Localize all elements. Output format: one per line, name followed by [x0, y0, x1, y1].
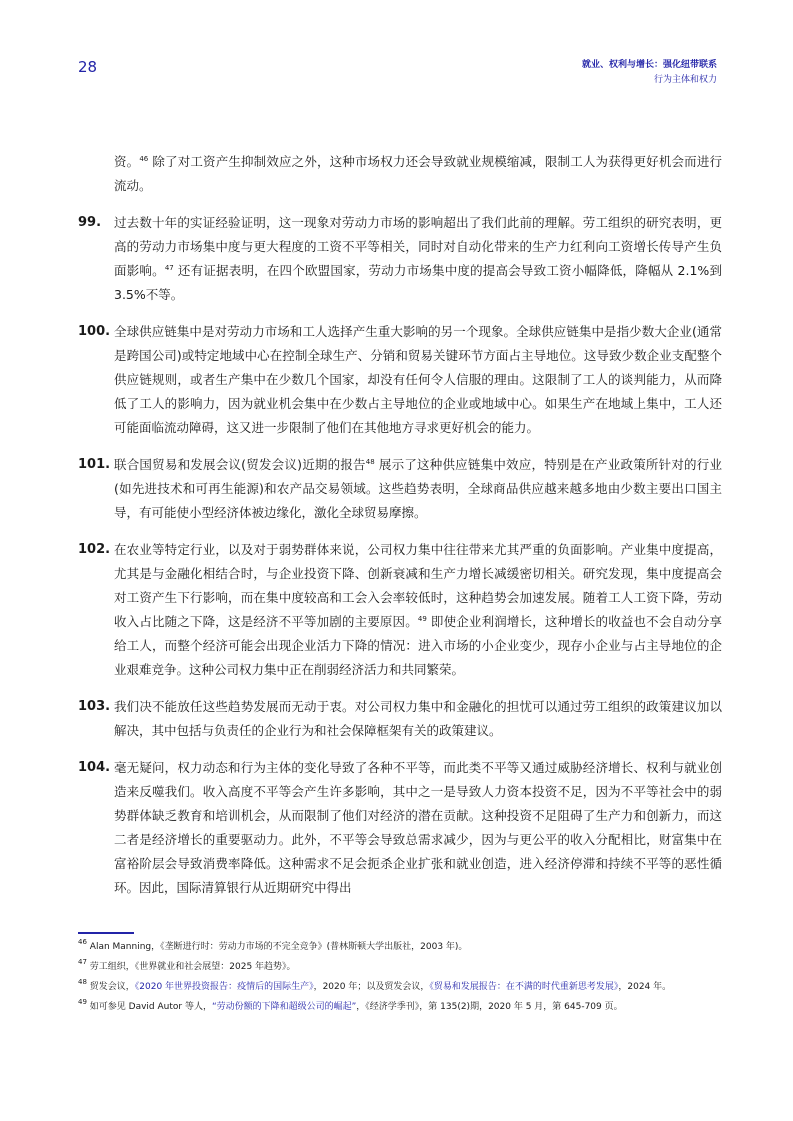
- page-number: 28: [78, 58, 98, 76]
- paragraph-text: 全球供应链集中是对劳动力市场和工人选择产生重大影响的另一个现象。全球供应链集中是指少数大企业(通常是跨国公司)或特定地域中心在控制全球生产、分销和贸易关键环节方面占主导地位。这导致少数企业支配整个供应链规则，或者生产集中在少数几个国家，却没有任何令人信服的理由。这限制了工人的谈判能力，从而降低了工人的影响力，因为就业机会集中在少数占主导地位的企业或地域中心。如果生产在地域上集中，工人还可能面临流动障碍，这又进一步限制了他们在其他地方寻求更好机会的能力。: [114, 324, 722, 435]
- footnote-number: 46: [78, 938, 87, 946]
- paragraph-number: 101.: [78, 457, 111, 472]
- footnote-48: [78, 979, 722, 995]
- footnotes: [78, 939, 722, 1019]
- paragraph-text: 资。: [114, 154, 140, 169]
- paragraph-text: 过去数十年的实证经验证明，这一现象对劳动力市场的影响超出了我们此前的理解。劳工组织的研究表明，更高的劳动力市场集中度与更大程度的工资不平等相关，同时对自动化带来的生产力红利向工资增长传导产生负面影响。: [114, 215, 722, 278]
- footnote-ref[interactable]: 48: [365, 458, 375, 466]
- paragraph-100: [78, 320, 722, 440]
- footnote-number: 49: [78, 998, 87, 1006]
- paragraph-text: 毫无疑问，权力动态和行为主体的变化导致了各种不平等，而此类不平等又通过威胁经济增长、权利与就业创造来反噬我们。收入高度不平等会产生许多影响，其中之一是导致人力资本投资不足，因为不平等社会中的弱势群体缺乏教育和培训机会，从而限制了他们对经济的潜在贡献。这种投资不足阻碍了生产力和创新力，而这二者是经济增长的重要驱动力。此外，不平等会导致总需求减少，因为与更公平的收入分配相比，财富集中在富裕阶层会导致消费率降低。这种需求不足会扼杀企业扩张和就业创造，进入经济停滞和持续不平等的恶性循环。因此，国际清算银行从近期研究中得出: [114, 760, 722, 895]
- footnote-text: Alan Manning，《垄断进行时：劳动力市场的不完全竞争》(普林斯顿大学出版社，2003 年)。: [86, 942, 468, 952]
- paragraph-text: 即使企业利润增长，这种增长的收益也不会自动分享给工人，而整个经济可能会出现企业活力下降的情况：进入市场的小企业变少，现存小企业与占主导地位的企业艰难竞争。这种公司权力集中正在削弱经济活力和共同繁荣。: [114, 614, 722, 677]
- paragraph-text: 在农业等特定行业，以及对于弱势群体来说，公司权力集中往往带来尤其严重的负面影响。产业集中度提高，尤其是与金融化相结合时，与企业投资下降、创新衰减和生产力增长减缓密切相关。研究发现，集中度提高会对工资产生下行影响，而在集中度较高和工会入会率较低时，这种趋势会加速发展。随着工人工资下降，劳动收入占比随之下降，这是经济不平等加剧的主要原因。: [114, 542, 722, 629]
- paragraph-text: 我们决不能放任这些趋势发展而无动于衷。对公司权力集中和金融化的担忧可以通过劳工组织的政策建议加以解决，其中包括与负责任的企业行为和社会保障框架有关的政策建议。: [114, 699, 722, 738]
- footnote-link[interactable]: “劳动份额的下降和超级公司的崛起”: [211, 1002, 357, 1012]
- paragraph-number: 99.: [78, 215, 102, 230]
- paragraph-104: [78, 756, 722, 900]
- footnote-text: ，《经济学季刊》，第 135(2)期，2020 年 5 月，第 645-709 页。: [356, 1002, 623, 1012]
- paragraph-text: 还有证据表明，在四个欧盟国家，劳动力市场集中度的提高会导致工资小幅降低，降幅从 2.1%到 3.5%不等。: [114, 263, 722, 302]
- paragraph-text: 展示了这种供应链集中效应，特别是在产业政策所针对的行业(如先进技术和可再生能源)和农产品交易领域。这些趋势表明，全球商品供应越来越多地由少数主要出口国主导，有可能使小型经济体被边缘化，激化全球贸易摩擦。: [114, 457, 722, 520]
- paragraph-102: [78, 538, 722, 682]
- paragraph-103: [78, 695, 722, 743]
- report-title: 就业、权利与增长：强化纽带联系: [581, 60, 717, 70]
- footnote-text: 劳工组织，《世界就业和社会展望：2025 年趋势》。: [86, 962, 296, 972]
- footnote-text: ，2024 年。: [618, 982, 672, 992]
- footnote-text: ，2020 年；以及贸发会议，: [313, 982, 430, 992]
- paragraph-number: 103.: [78, 699, 111, 714]
- footnote-text: 如可参见 David Autor 等人，: [86, 1002, 212, 1012]
- footnote-divider: [78, 932, 134, 934]
- paragraph-number: 100.: [78, 324, 111, 339]
- running-header: [582, 58, 717, 88]
- footnote-ref[interactable]: 47: [164, 264, 174, 272]
- paragraph-101: [78, 453, 722, 525]
- footnote-text: 贸发会议，: [86, 982, 135, 992]
- footnote-46: [78, 939, 722, 955]
- paragraph-99: [78, 211, 722, 307]
- footnote-49: [78, 999, 722, 1015]
- footnote-link[interactable]: 《2020 年世界投资报告：疫情后的国际生产》: [134, 982, 314, 992]
- footnote-number: 47: [78, 958, 87, 966]
- footnote-ref[interactable]: 46: [139, 155, 149, 163]
- footnote-ref[interactable]: 49: [417, 615, 427, 623]
- paragraph-text: 联合国贸易和发展会议(贸发会议)近期的报告: [114, 457, 366, 472]
- footnote-47: [78, 959, 722, 975]
- section-title: 行为主体和权力: [653, 75, 717, 85]
- paragraph-number: 102.: [78, 542, 111, 557]
- footnote-link[interactable]: 《贸易和发展报告：在不满的时代重新思考发展》: [429, 982, 619, 992]
- paragraph-number: 104.: [78, 760, 111, 775]
- paragraph-continuation: [78, 150, 722, 198]
- body-text: [78, 150, 722, 913]
- footnote-number: 48: [78, 978, 87, 986]
- paragraph-text: 除了对工资产生抑制效应之外，这种市场权力还会导致就业规模缩减，限制工人为获得更好机会而进行流动。: [114, 154, 722, 193]
